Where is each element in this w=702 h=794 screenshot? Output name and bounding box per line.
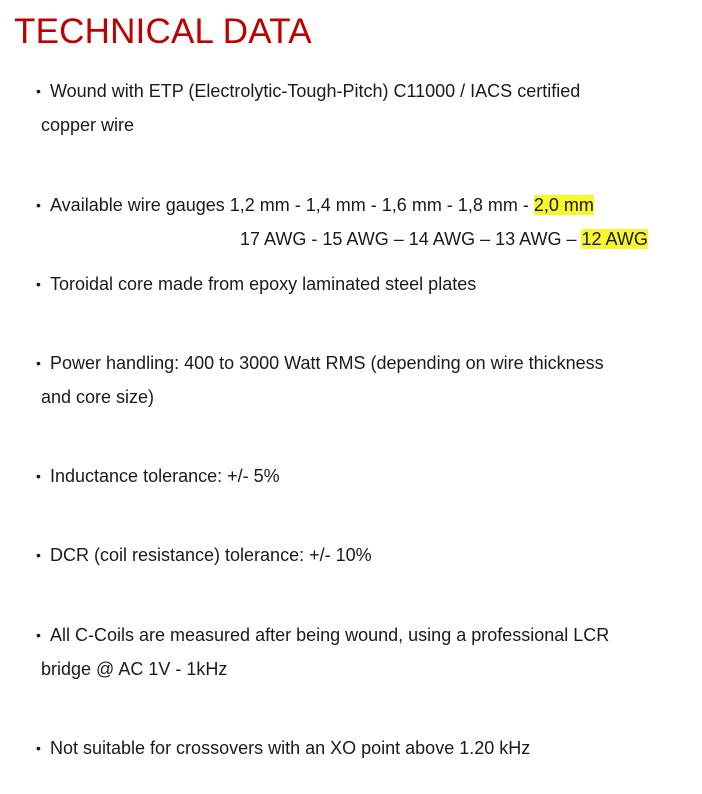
wire-text-line2: copper wire [41, 115, 135, 135]
gauges-mm-text: Available wire gauges 1,2 mm - 1,4 mm - 1,6 mm - 1,8 mm - [50, 195, 534, 215]
bullet-icon: • [36, 468, 41, 484]
list-item-inductance [36, 459, 686, 493]
core-text: Toroidal core made from epoxy laminated steel plates [50, 274, 477, 294]
dcr-text: DCR (coil resistance) tolerance: +/- 10% [50, 545, 372, 565]
list-item-measured [36, 618, 686, 686]
gauges-awg-row [240, 222, 648, 256]
power-text-line1: Power handling: 400 to 3000 Watt RMS (depending on wire thickness [50, 353, 604, 373]
crossover-text: Not suitable for crossovers with an XO point above 1.20 kHz [50, 738, 531, 758]
gauges-awg-highlight: 12 AWG [581, 229, 648, 249]
bullet-icon: • [36, 740, 41, 756]
bullet-icon: • [36, 627, 41, 643]
list-item-wire [36, 74, 686, 142]
list-item-power [36, 346, 686, 414]
bullet-icon: • [36, 83, 41, 99]
list-item-gauges [36, 188, 686, 222]
inductance-text: Inductance tolerance: +/- 5% [50, 466, 280, 486]
bullet-icon: • [36, 547, 41, 563]
list-item-core [36, 267, 686, 301]
power-text-line2: and core size) [41, 387, 155, 407]
bullet-icon: • [36, 276, 41, 292]
list-item-dcr [36, 538, 686, 572]
measured-text-line2: bridge @ AC 1V - 1kHz [41, 659, 228, 679]
list-item-crossover [36, 731, 686, 765]
gauges-mm-highlight: 2,0 mm [533, 195, 594, 215]
page-title: TECHNICAL DATA [14, 12, 312, 51]
bullet-icon: • [36, 197, 41, 213]
measured-text-line1: All C-Coils are measured after being wound, using a professional LCR [50, 625, 610, 645]
wire-text-line1: Wound with ETP (Electrolytic-Tough-Pitch) C11000 / IACS certified [50, 81, 581, 101]
gauges-awg-text: 17 AWG - 15 AWG – 14 AWG – 13 AWG – [240, 229, 582, 249]
bullet-icon: • [36, 355, 41, 371]
